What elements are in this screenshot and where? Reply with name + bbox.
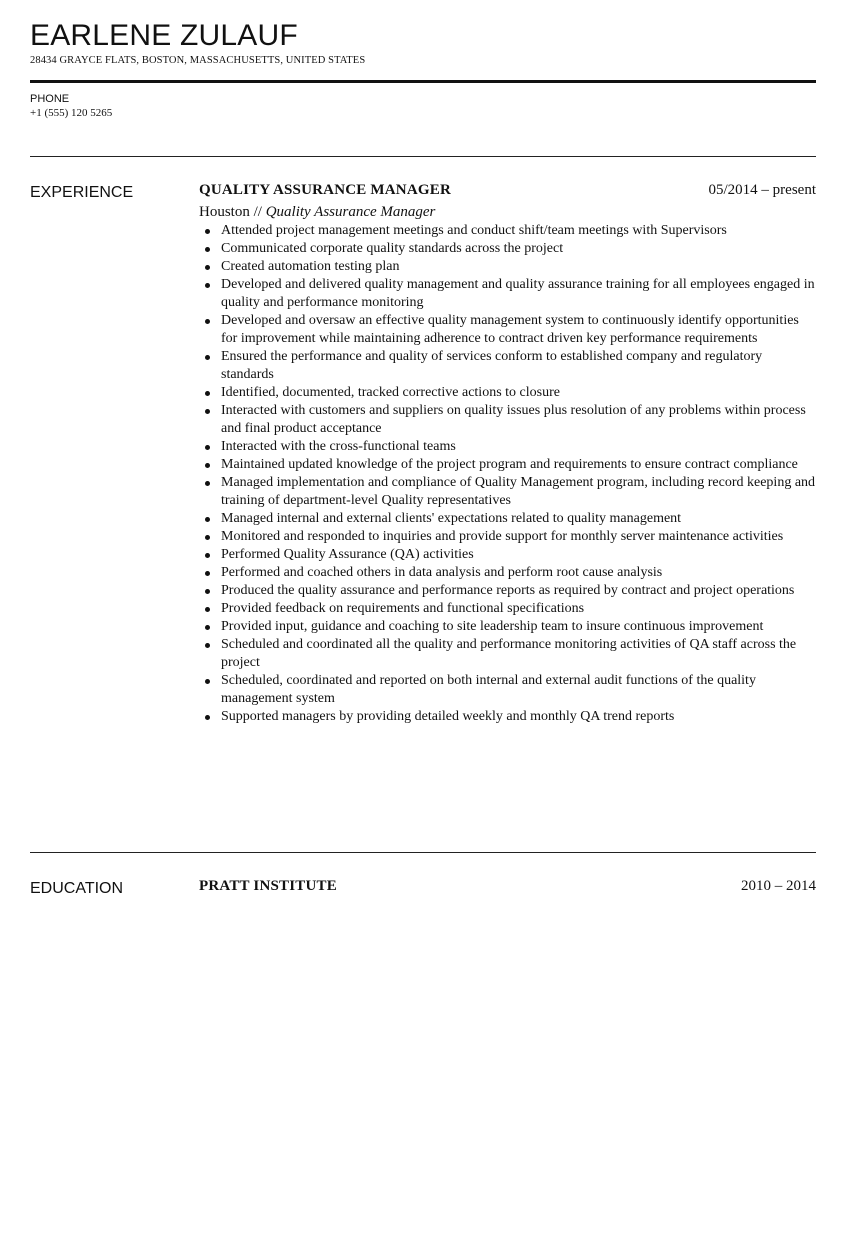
bullet-text: Created automation testing plan	[221, 259, 400, 274]
school-dates: 2010 – 2014	[741, 878, 816, 894]
list-item	[199, 384, 816, 402]
bullet-text: Interacted with the cross-functional teams	[221, 439, 456, 454]
bullet-icon	[205, 607, 210, 612]
list-item	[199, 636, 816, 672]
bullet-text: Provided feedback on requirements and functional specifications	[221, 601, 585, 616]
bullet-icon	[205, 535, 210, 540]
job-title: QUALITY ASSURANCE MANAGER	[199, 182, 451, 198]
bullet-icon	[205, 229, 210, 234]
list-item	[199, 618, 816, 636]
list-item	[199, 312, 816, 348]
bullet-icon	[205, 553, 210, 558]
bullet-text: Identified, documented, tracked corrective actions to closure	[221, 385, 560, 400]
contact-divider	[30, 156, 816, 157]
list-item	[199, 708, 816, 726]
bullet-text: Scheduled, coordinated and reported on both internal and external audit functions of the quality management system	[221, 673, 756, 706]
bullet-text: Communicated corporate quality standards across the project	[221, 241, 564, 256]
job-location: Houston	[199, 204, 250, 220]
bullet-icon	[205, 355, 210, 360]
bullet-icon	[205, 571, 210, 576]
list-item	[199, 222, 816, 240]
list-item	[199, 438, 816, 456]
bullet-text: Managed implementation and compliance of Quality Management program, including record keeping and training of department-level Quality representatives	[221, 475, 816, 508]
bullet-icon	[205, 247, 210, 252]
bullet-text: Ensured the performance and quality of services conform to established company and regulatory standards	[221, 349, 763, 382]
school-name: PRATT INSTITUTE	[199, 878, 337, 894]
list-item	[199, 510, 816, 528]
bullet-icon	[205, 319, 210, 324]
list-item	[199, 276, 816, 312]
list-item	[199, 348, 816, 384]
bullet-text: Interacted with customers and suppliers on quality issues plus resolution of any problems within process and final product acceptance	[221, 403, 806, 436]
school-header	[199, 878, 816, 898]
list-item	[199, 600, 816, 618]
bullet-text: Developed and oversaw an effective quality management system to continuously identify opportunities for improvement while maintaining adherence to contract driven key performance requirements	[221, 313, 799, 346]
bullet-icon	[205, 643, 210, 648]
bullet-icon	[205, 679, 210, 684]
bullet-text: Provided input, guidance and coaching to site leadership team to insure continuous improvement	[221, 619, 764, 634]
experience-divider	[30, 852, 816, 853]
list-item	[199, 402, 816, 438]
bullet-icon	[205, 391, 210, 396]
bullet-text: Developed and delivered quality management and quality assurance training for all employees engaged in quality and performance monitoring	[221, 277, 815, 310]
bullet-icon	[205, 445, 210, 450]
list-item	[199, 528, 816, 546]
bullet-icon	[205, 409, 210, 414]
bullet-text: Scheduled and coordinated all the quality and performance monitoring activities of QA staff across the project	[221, 637, 797, 670]
candidate-address: 28434 GRAYCE FLATS, BOSTON, MASSACHUSETTS, UNITED STATES	[30, 55, 366, 66]
bullet-icon	[205, 589, 210, 594]
bullet-text: Maintained updated knowledge of the project program and requirements to ensure contract compliance	[221, 457, 798, 472]
bullet-icon	[205, 625, 210, 630]
bullet-icon	[205, 283, 210, 288]
bullet-icon	[205, 481, 210, 486]
bullet-text: Produced the quality assurance and performance reports as required by contract and project operations	[221, 583, 795, 598]
job-bullet-list	[199, 222, 816, 726]
header-divider	[30, 80, 816, 83]
bullet-icon	[205, 463, 210, 468]
phone-label: PHONE	[30, 93, 70, 105]
bullet-text: Managed internal and external clients' expectations related to quality management	[221, 511, 682, 526]
list-item	[199, 240, 816, 258]
education-heading: EDUCATION	[30, 880, 124, 897]
list-item	[199, 564, 816, 582]
bullet-text: Monitored and responded to inquiries and provide support for monthly server maintenance activities	[221, 529, 784, 544]
bullet-icon	[205, 265, 210, 270]
list-item	[199, 582, 816, 600]
education-entry	[199, 878, 816, 898]
experience-entry	[199, 182, 816, 726]
bullet-text: Performed and coached others in data analysis and perform root cause analysis	[221, 565, 663, 580]
candidate-name: EARLENE ZULAUF	[30, 19, 298, 52]
list-item	[199, 474, 816, 510]
list-item	[199, 258, 816, 276]
list-item	[199, 546, 816, 564]
job-dates: 05/2014 – present	[708, 182, 816, 198]
bullet-text: Performed Quality Assurance (QA) activities	[221, 547, 474, 562]
job-role: Quality Assurance Manager	[265, 204, 436, 220]
job-header	[199, 182, 816, 202]
bullet-text: Supported managers by providing detailed weekly and monthly QA trend reports	[221, 709, 675, 724]
bullet-text: Attended project management meetings and conduct shift/team meetings with Supervisors	[221, 223, 727, 238]
bullet-icon	[205, 715, 210, 720]
list-item	[199, 456, 816, 474]
job-separator: //	[249, 204, 266, 220]
job-subtitle	[199, 202, 816, 222]
bullet-icon	[205, 517, 210, 522]
experience-heading: EXPERIENCE	[30, 184, 134, 201]
phone-value: +1 (555) 120 5265	[30, 107, 113, 119]
list-item	[199, 672, 816, 708]
